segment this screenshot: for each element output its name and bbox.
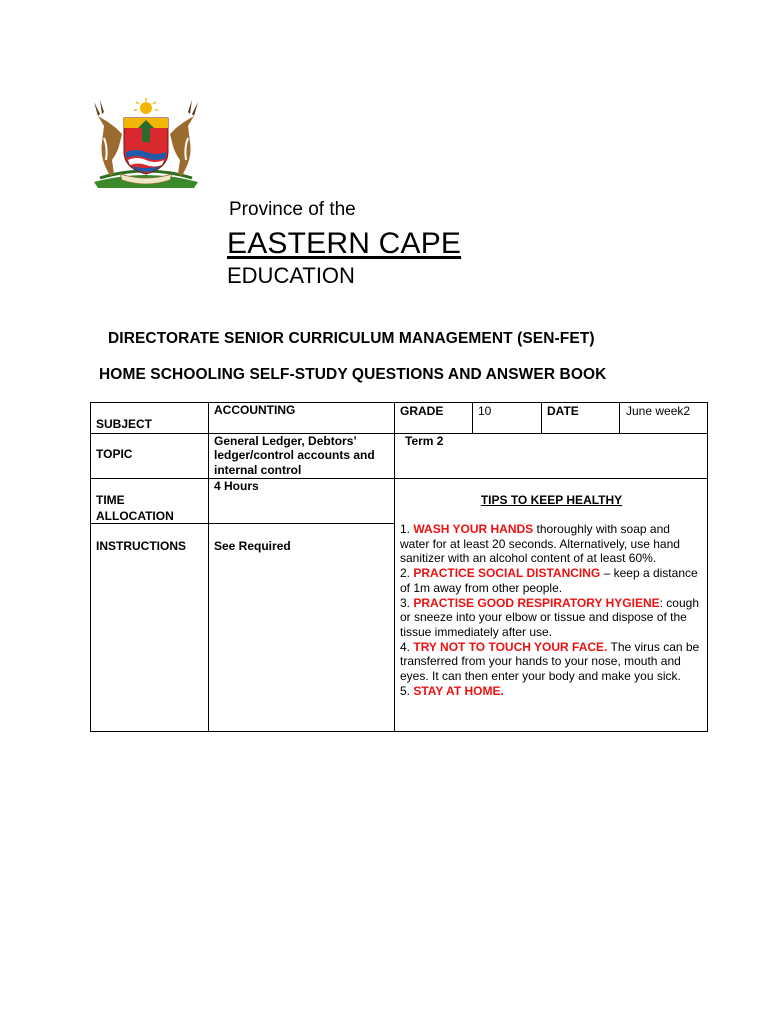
coat-of-arms-logo <box>90 98 202 188</box>
directorate-heading: DIRECTORATE SENIOR CURRICULUM MANAGEMENT (SEN-FET) <box>108 330 595 347</box>
tip-5-keyword: STAY AT HOME. <box>413 683 504 698</box>
topic-value-line-3: internal control <box>214 463 302 477</box>
tip-5 <box>400 684 702 699</box>
date-value: June week2 <box>626 404 691 418</box>
tips-title: TIPS TO KEEP HEALTHY <box>480 493 623 507</box>
time-value: 4 Hours <box>214 479 259 493</box>
province-label: Province of the <box>229 199 356 220</box>
tip-2-keyword: PRACTICE SOCIAL DISTANCING <box>413 566 601 581</box>
date-label: DATE <box>547 404 579 418</box>
tip-4 <box>400 640 702 684</box>
tip-5-number: 5. <box>400 683 411 698</box>
tip-3-text: : cough or sneeze into your elbow or tissue and dispose of the tissue immediately after use. <box>400 595 699 639</box>
topic-label: TOPIC <box>96 447 133 461</box>
time-label-line-2: ALLOCATION <box>96 509 174 523</box>
tip-1-keyword: WASH YOUR HANDS <box>413 522 534 536</box>
tip-4-text: The virus can be transferred from your hands to your nose, mouth and eyes. It can then enter your body and make you sick. <box>400 639 700 684</box>
subject-value: ACCOUNTING <box>214 403 296 417</box>
tip-4-number: 4. <box>400 639 411 654</box>
book-heading: HOME SCHOOLING SELF-STUDY QUESTIONS AND ANSWER BOOK <box>99 366 607 383</box>
tip-3 <box>400 596 702 640</box>
tip-3-number: 3. <box>400 595 411 610</box>
tip-2-text: – keep a distance of 1m away from other people. <box>400 566 698 595</box>
region-title: EASTERN CAPE <box>227 227 462 260</box>
grade-label: GRADE <box>400 404 444 418</box>
instructions-value: See Required <box>214 539 291 553</box>
term-value: Term 2 <box>405 434 444 448</box>
subject-label: SUBJECT <box>96 417 153 431</box>
tip-1-text: thoroughly with soap and water for at least 20 seconds. Alternatively, use hand sanitizer with an alcohol content of at least 60%. <box>400 522 680 566</box>
tip-4-keyword: TRY NOT TO TOUCH YOUR FACE. <box>413 639 608 654</box>
tip-3-keyword: PRACTISE GOOD RESPIRATORY HYGIENE <box>413 595 660 610</box>
time-label-line-1: TIME <box>96 493 125 507</box>
instructions-label: INSTRUCTIONS <box>96 539 186 553</box>
tips-list <box>400 522 702 698</box>
tip-1 <box>400 522 702 566</box>
department-title: EDUCATION <box>227 263 355 288</box>
tip-2 <box>400 566 702 595</box>
topic-value-line-1: General Ledger, Debtors’ <box>214 434 357 448</box>
tip-2-number: 2. <box>400 566 411 581</box>
topic-value-line-2: ledger/control accounts and <box>214 448 375 462</box>
grade-value: 10 <box>478 404 492 418</box>
tip-1-number: 1. <box>400 522 411 536</box>
